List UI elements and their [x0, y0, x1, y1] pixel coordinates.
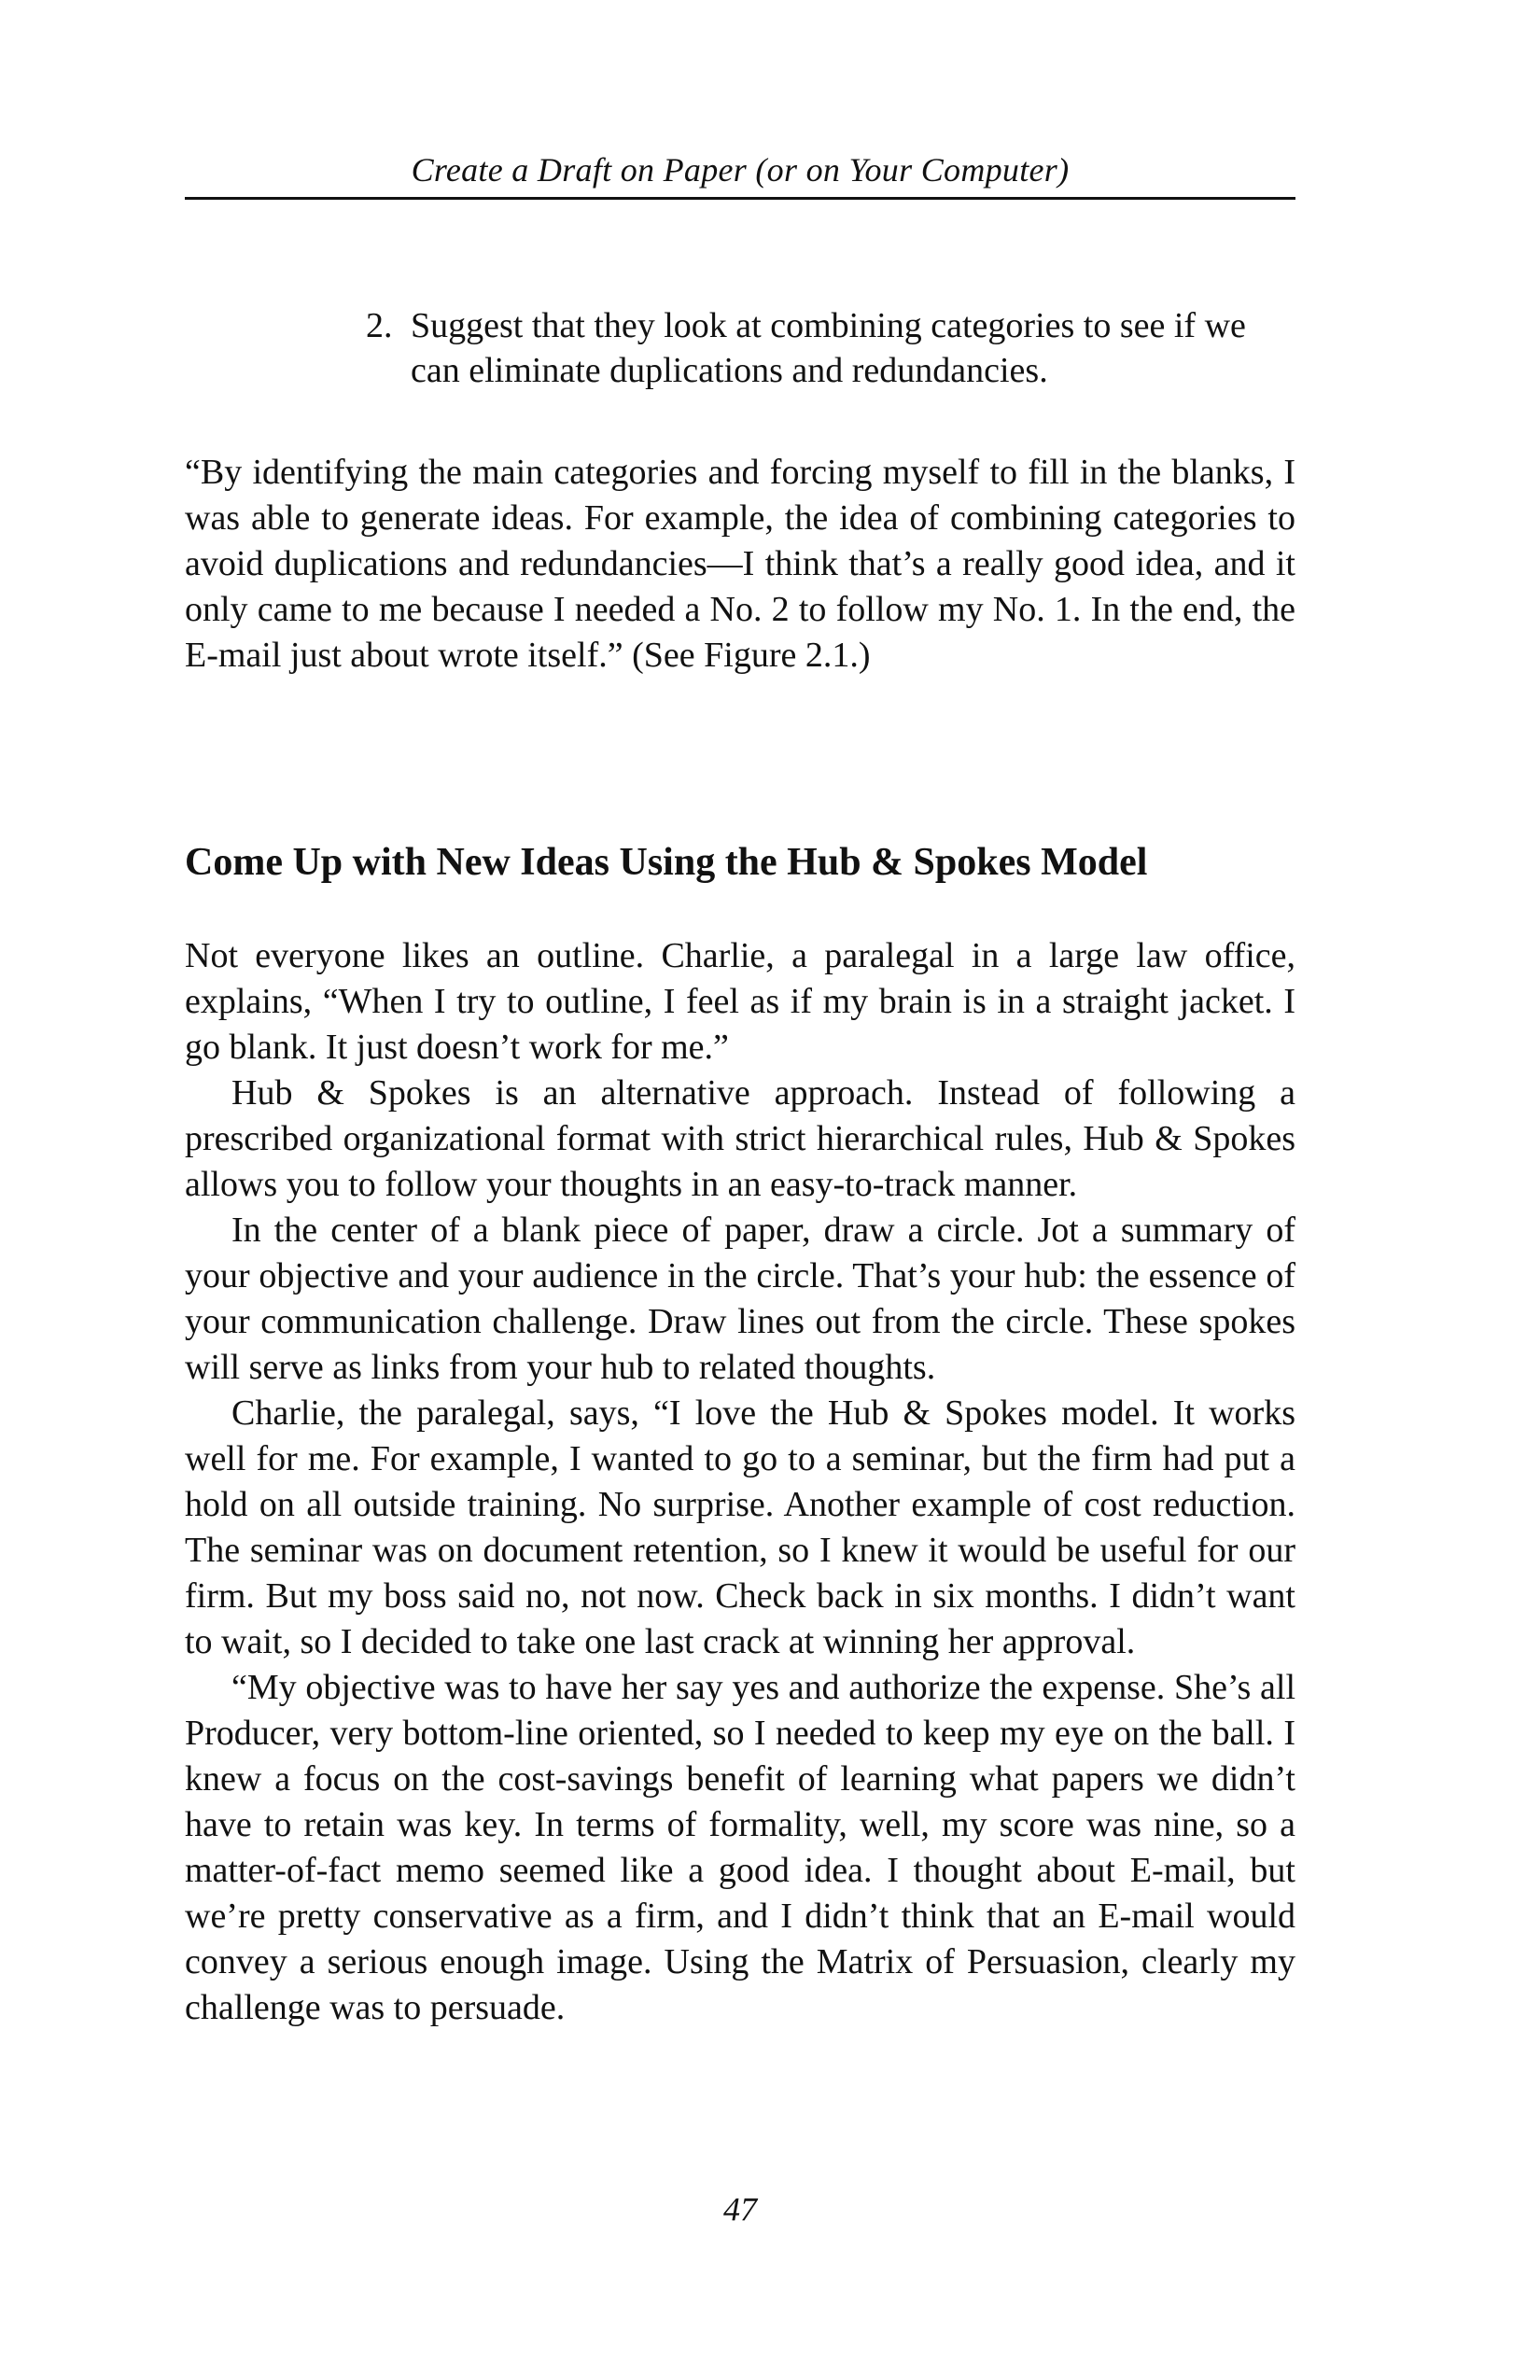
body-paragraph: Charlie, the paralegal, says, “I love the Hub & Spokes model. It works well for me. For example, I wanted to go to a seminar, but the firm had put a hold on all outside training. No surprise. Another example of cost reduction. The seminar was on document retention, so I knew it would be useful for our firm. But my boss said no, not now. Check back in six months. I didn’t want to wait, so I decided to take one last crack at winning her approval. — [185, 1393, 1295, 1661]
section-body — [185, 933, 1295, 2031]
header-rule — [185, 197, 1295, 200]
list-item-number: 2. — [366, 306, 393, 345]
body-paragraph: “My objective was to have her say yes and authorize the expense. She’s all Producer, very bottom-line oriented, so I needed to keep my eye on the ball. I knew a focus on the cost-savings benefit of learning what papers we didn’t have to retain was key. In terms of formality, well, my score was nine, so a matter-of-fact memo seemed like a good idea. I thought about E-mail, but we’re pretty conservative as a firm, and I didn’t think that an E-mail would convey a serious enough image. Using the Matrix of Persuasion, clearly my challenge was to persuade. — [185, 1668, 1295, 2027]
section-heading: Come Up with New Ideas Using the Hub & Spokes Model — [185, 841, 1148, 884]
numbered-list-item — [366, 303, 1299, 393]
list-item-text: Suggest that they look at combining categories to see if we can eliminate duplications and redundancies. — [411, 306, 1246, 390]
body-paragraph: Not everyone likes an outline. Charlie, a paralegal in a large law office, explains, “When I try to outline, I feel as if my brain is in a straight jacket. I go blank. It just doesn’t work for me.” — [185, 936, 1295, 1067]
running-header: Create a Draft on Paper (or on Your Computer) — [411, 151, 1070, 189]
page-number: 47 — [723, 2191, 757, 2228]
body-paragraph: In the center of a blank piece of paper, draw a circle. Jot a summary of your objective and your audience in the circle. That’s your hub: the essence of your communication challenge. Draw lines out from the circle. These spokes will serve as links from your hub to related thoughts. — [185, 1211, 1295, 1387]
quote-block — [185, 450, 1295, 679]
quote-paragraph: “By identifying the main categories and forcing myself to fill in the blanks, I was able to generate ideas. For example, the idea of combining categories to avoid duplications and redundancies—I think that’s a really good idea, and it only came to me because I needed a No. 2 to follow my No. 1. In the end, the E-mail just about wrote itself.” (See Figure 2.1.) — [185, 453, 1295, 675]
body-paragraph: Hub & Spokes is an alternative approach. Instead of following a prescribed organizational format with strict hierarchical rules, Hub & Spokes allows you to follow your thoughts in an easy-to-track manner. — [185, 1073, 1295, 1204]
